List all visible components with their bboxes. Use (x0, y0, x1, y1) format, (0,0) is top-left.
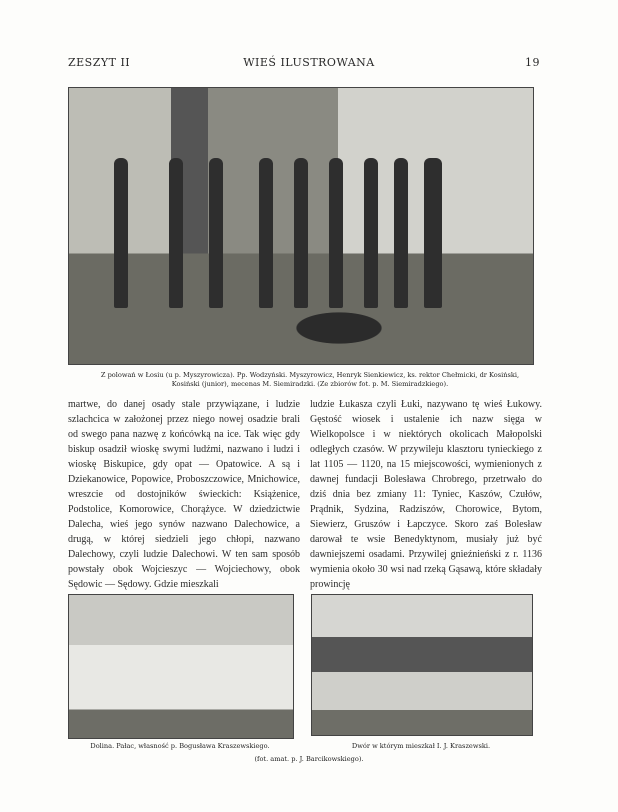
caption-line-1: Z polowań w Łosiu (u p. Myszyrowicza). Pp. Wodzyński. Myszyrowicz, Henryk Sienkiewicz, ks. rektor Chełmicki, dr Kosiński, (100, 371, 520, 379)
text-column-right (310, 397, 542, 592)
header-title: WIEŚ ILUSTROWANA (243, 56, 375, 69)
text-column-left (68, 397, 300, 592)
manor-caption: Dwór w którym mieszkał I. J. Kraszewski. (351, 742, 491, 750)
left-column-text: martwe, do danej osady stale przywiązane, i ludzie szlachcica w założonej przez niego nowej osadzie brali od swego pana nazwę z końcówką na ice. Tak więc gdy biskup osadził wioskę swymi ludźmi, nazwano i ludzi i wioskę Biskupice, gdy opat — Opatowice. A są i Dziekanowice, Popowice, Proboszczowice, Mnichowice, wreszcie od dostojników świeckich: Książenice, Podstolice, Komorowice, Chorążyce. W dziedzictwie Dalecha, wieś jego synów nazwano Dalechowice, a drugą, w której siedzieli jego chłopi, nazwano Dalechowy, czyli ludzie Dalechowi. W ten sam sposób powstały obok Wojcieszyc — Wojciechowy, obok Sędowic — Sędowy. Gdzie mieszkali (68, 399, 300, 590)
right-column-text: ludzie Łukasza czyli Łuki, nazywano tę wieś Łukowy. Gęstość wiosek i ustalenie ich nazw sięga w Wielkopolsce i w niektórych okolicach Małopolski odległych czasów. W przywileju klasztoru tynieckiego z lat 1105 — 1120, na 15 miejscowości, wymienionych z dawnej fundacji Bolesława Chrobrego, przetrwało do dziś dnia bez zmiany 11: Tyniec, Kaszów, Czułów, Prądnik, Sydzina, Radziszów, Chorowice, Bytom, Siewierz, Gruszów i Łapczyce. Skoro zaś Bolesław darował te wsie Benedyktynom, musiały już być dawniejszemi osadami. Przywilej gnieźnieński z r. 1136 wymienia około 30 wsi nad rzeką Gąsawą, które składały prowincję (310, 399, 542, 590)
caption-line-2: Kosiński (junior), mecenas M. Siemiradzki. (Ze zbiorów fot. p. M. Siemiradzkiego). (171, 380, 449, 388)
palace-photo (68, 594, 294, 739)
header-left: ZESZYT II (68, 56, 131, 69)
top-photo-caption (60, 371, 560, 389)
manor-photo (311, 594, 533, 736)
hunting-party-photo (68, 87, 534, 365)
page-number: 19 (525, 56, 540, 69)
palace-caption: Dolina. Pałac, własność p. Bogusława Kraszewskiego. (90, 742, 270, 750)
photo-credit: (fot. amat. p. J. Barcikowskiego). (254, 755, 364, 763)
